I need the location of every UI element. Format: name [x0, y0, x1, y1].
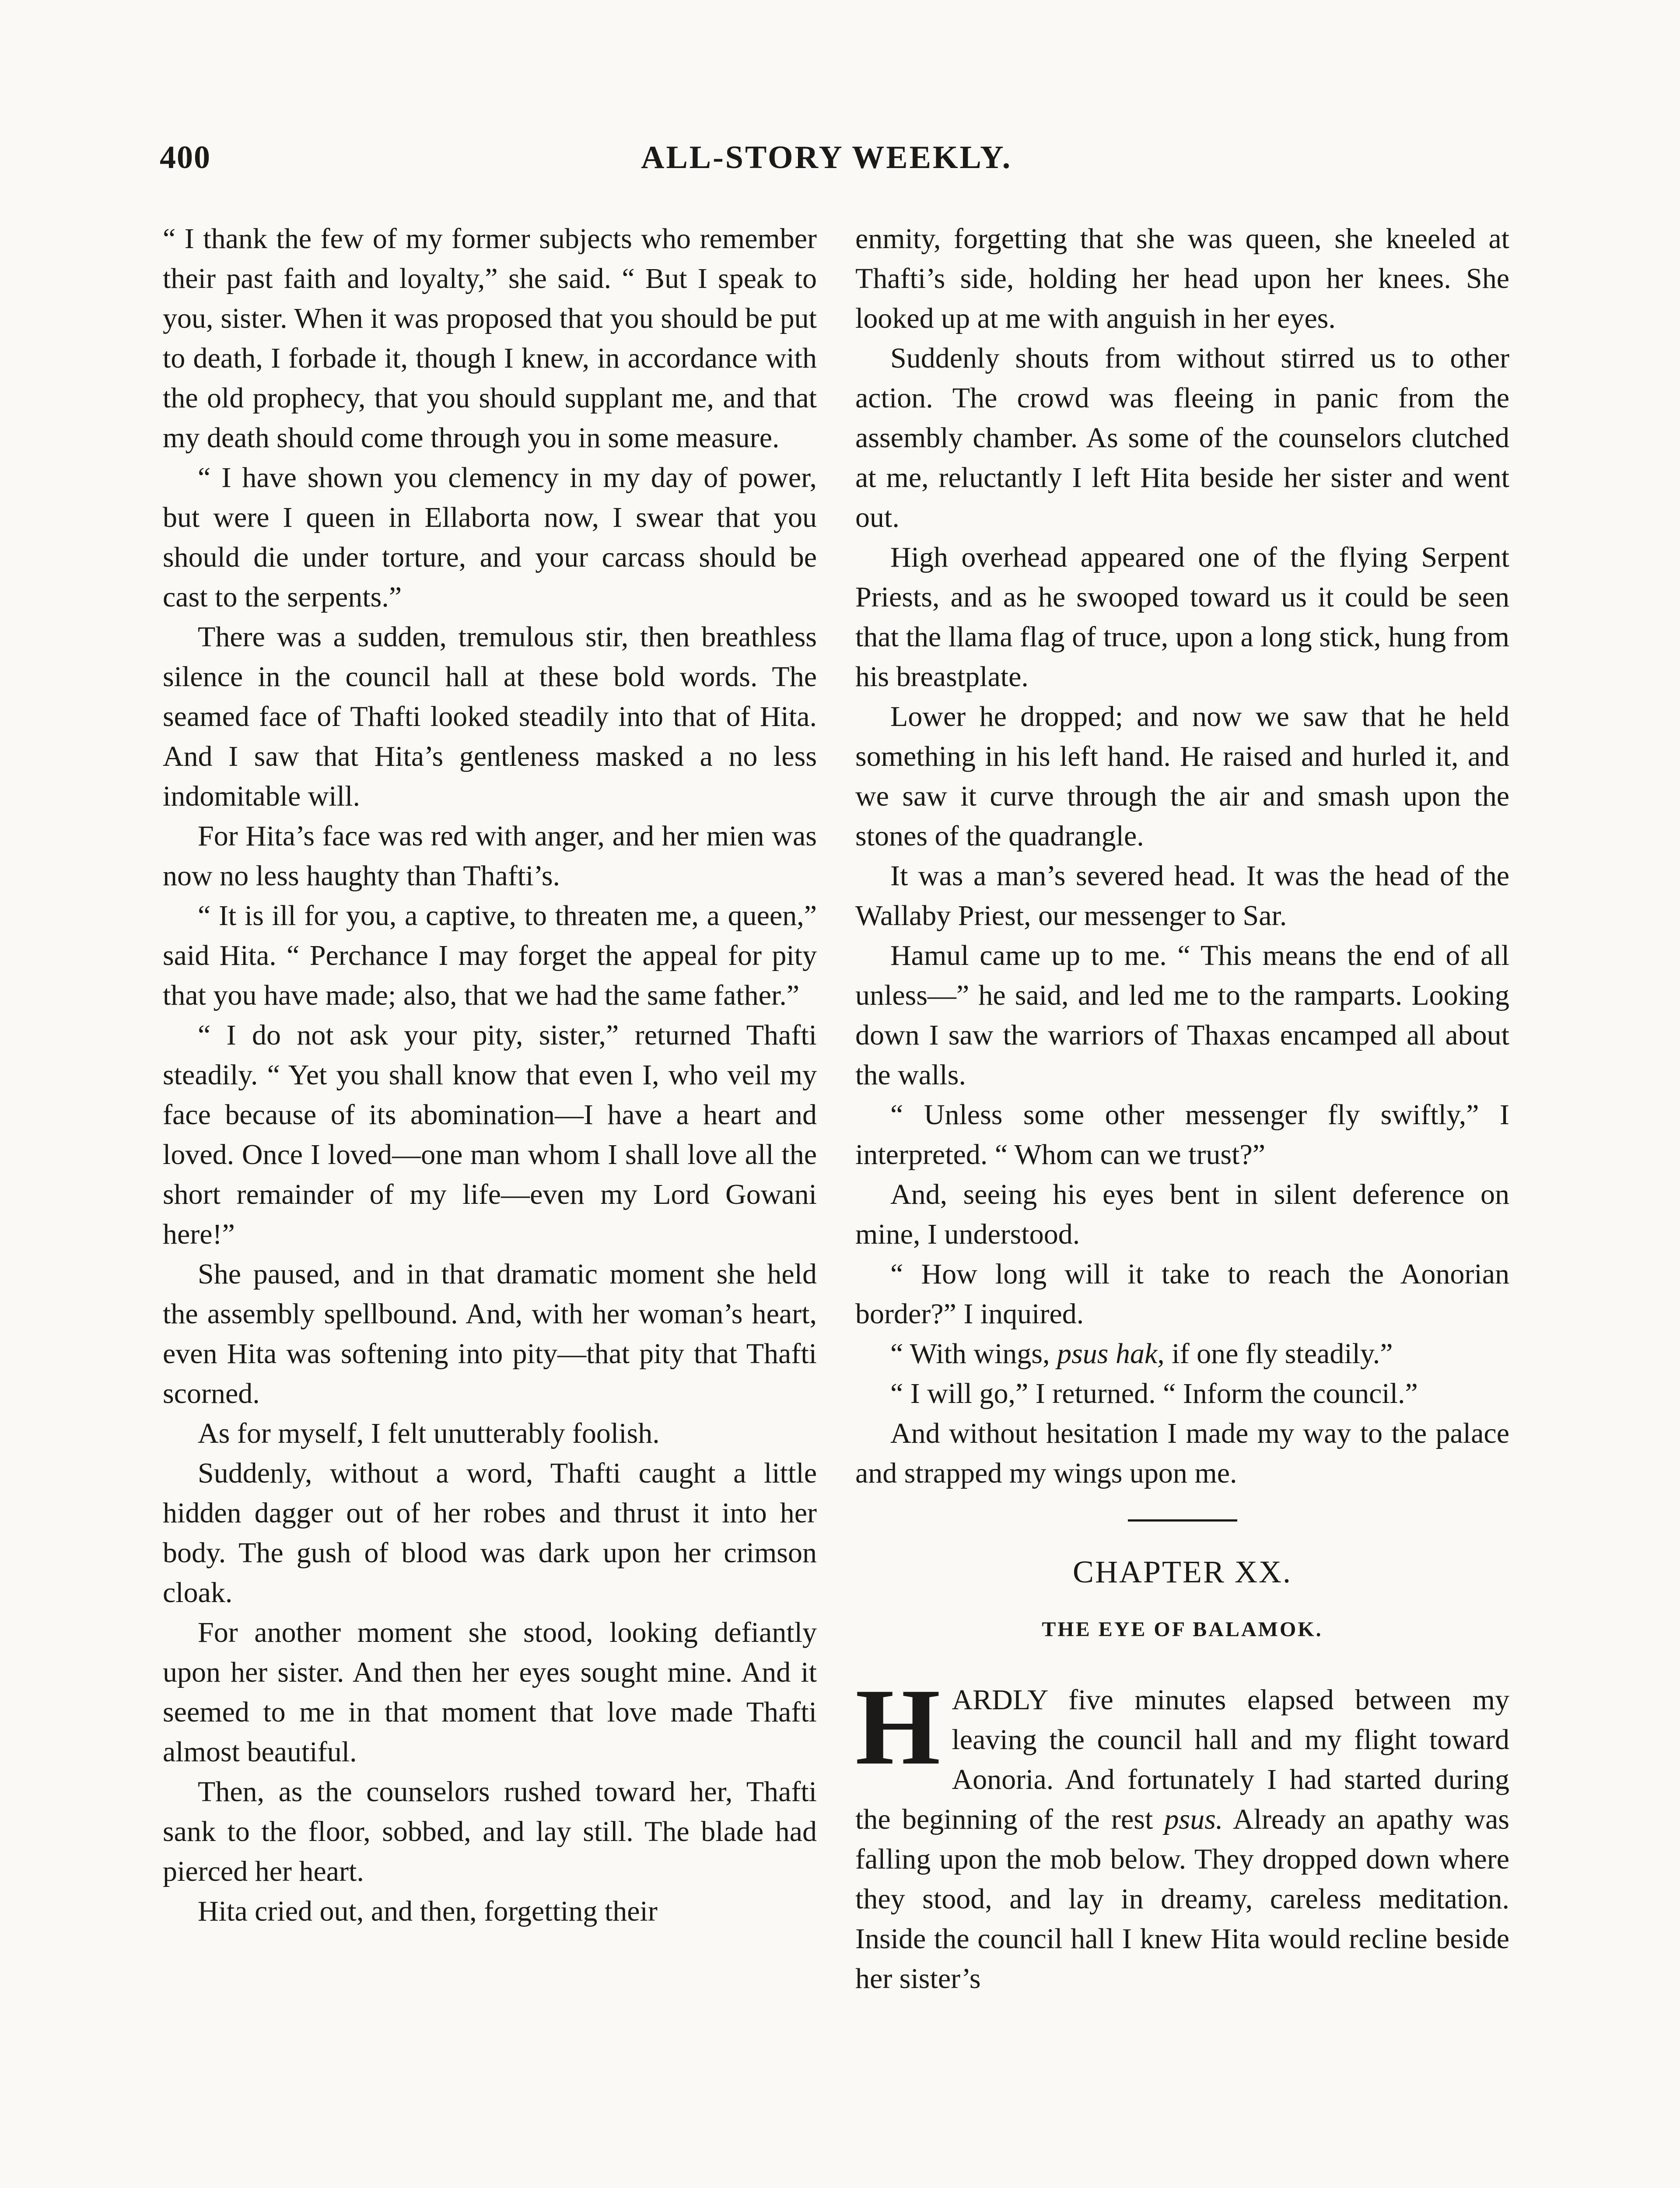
running-head: ALL-STORY WEEKLY. — [641, 140, 1012, 175]
page-number: 400 — [160, 140, 211, 175]
paragraph: For another moment she stood, looking defiantly upon her sister. And then her eyes sought mine. And it seemed to me in that moment that love made Thafti almost beautiful. — [163, 1616, 817, 1768]
right-column — [855, 219, 1509, 1999]
text-run: ARDLY five minutes elapsed between my leaving the council hall and my flight toward Aonoria. And fortunately I had started during the beginning of the rest — [855, 1684, 1509, 1835]
paragraph — [855, 1334, 1509, 1374]
paragraph: Hamul came up to me. “ This means the end of all unless—” he said, and led me to the ramparts. Looking down I saw the warriors of Thaxas encamped all about the walls. — [855, 940, 1509, 1091]
drop-cap: H — [855, 1666, 941, 1788]
text-run: Already an apathy was falling upon the mob below. They dropped down where they stood, and lay in dreamy, careless meditation. Inside the council hall I knew Hita would recline beside her sister’s — [855, 1803, 1509, 1995]
section-divider — [1128, 1519, 1237, 1522]
paragraph: Hita cried out, and then, forgetting their — [198, 1895, 658, 1927]
text-run: “ With wings, — [890, 1338, 1057, 1370]
paragraph: Then, as the counselors rushed toward her, Thafti sank to the floor, sobbed, and lay still. The blade had pierced her heart. — [163, 1776, 817, 1887]
text-run: if one fly steadily.” — [1164, 1338, 1393, 1370]
paragraph: It was a man’s severed head. It was the head of the Wallaby Priest, our messenger to Sar. — [855, 860, 1509, 932]
paragraph: enmity, forgetting that she was queen, she kneeled at Thafti’s side, holding her head upon her knees. She looked up at me with anguish in her eyes. — [855, 223, 1509, 334]
paragraph: For Hita’s face was red with anger, and her mien was now no less haughty than Thafti’s. — [163, 820, 817, 892]
paragraph: “ Unless some other messenger fly swiftly,” I interpreted. “ Whom can we trust?” — [855, 1099, 1509, 1171]
paragraph: High overhead appeared one of the flying Serpent Priests, and as he swooped toward us it could be seen that the llama flag of truce, upon a long stick, hung from his breastplate. — [855, 541, 1509, 693]
chapter-subtitle: THE EYE OF BALAMOK. — [1042, 1618, 1323, 1641]
paragraph: “ I do not ask your pity, sister,” returned Thafti steadily. “ Yet you shall know that even I, who veil my face because of its abomination—I have a heart and loved. Once I loved—one man whom I shall love all the short remainder of my life—even my Lord Gowani here!” — [163, 1019, 817, 1250]
paragraph: Suddenly, without a word, Thafti caught a little hidden dagger out of her robes and thrust it into her body. The gush of blood was dark upon her crimson cloak. — [163, 1457, 817, 1609]
paragraph: As for myself, I felt unutterably foolish. — [198, 1417, 660, 1449]
chapter-opening-paragraph — [855, 1666, 1509, 1999]
page-header — [160, 139, 1525, 187]
paragraph: And, seeing his eyes bent in silent deference on mine, I understood. — [855, 1178, 1509, 1250]
chapter-title: CHAPTER XX. — [1072, 1554, 1292, 1589]
paragraph: Lower he dropped; and now we saw that he held something in his left hand. He raised and hurled it, and we saw it curve through the air and smash upon the stones of the quadrangle. — [855, 701, 1509, 852]
paragraph: “ It is ill for you, a captive, to threaten me, a queen,” said Hita. “ Perchance I may forget the appeal for pity that you have made; also, that we had the same father.” — [163, 900, 817, 1011]
paragraph: “ How long will it take to reach the Aonorian border?” I inquired. — [855, 1258, 1509, 1330]
paragraph: There was a sudden, tremulous stir, then breathless silence in the council hall at these bold words. The seamed face of Thafti looked steadily into that of Hita. And I saw that Hita’s gentleness masked a no less indomitable will. — [163, 621, 817, 812]
left-column — [163, 219, 817, 1931]
paragraph: “ I have shown you clemency in my day of power, but were I queen in Ellaborta now, I swear that you should die under torture, and your carcass should be cast to the serpents.” — [163, 462, 817, 613]
paragraph: And without hesitation I made my way to the palace and strapped my wings upon me. — [855, 1417, 1509, 1489]
paragraph: “ I will go,” I returned. “ Inform the council.” — [890, 1378, 1418, 1410]
paragraph: Suddenly shouts from without stirred us to other action. The crowd was fleeing in panic from the assembly chamber. As some of the counselors clutched at me, reluctantly I left Hita beside her sister and went out. — [855, 342, 1509, 533]
paragraph: “ I thank the few of my former subjects who remember their past faith and loyalty,” she said. “ But I speak to you, sister. When it was proposed that you should be put to death, I forbade it, though I knew, in accordance with the old prophecy, that you should supplant me, and that my death should come through you in some measure. — [163, 223, 817, 454]
italic-term: psus hak, — [1057, 1338, 1165, 1370]
italic-term: psus. — [1164, 1803, 1223, 1835]
paragraph: She paused, and in that dramatic moment she held the assembly spellbound. And, with her woman’s heart, even Hita was softening into pity—that pity that Thafti scorned. — [163, 1258, 817, 1410]
